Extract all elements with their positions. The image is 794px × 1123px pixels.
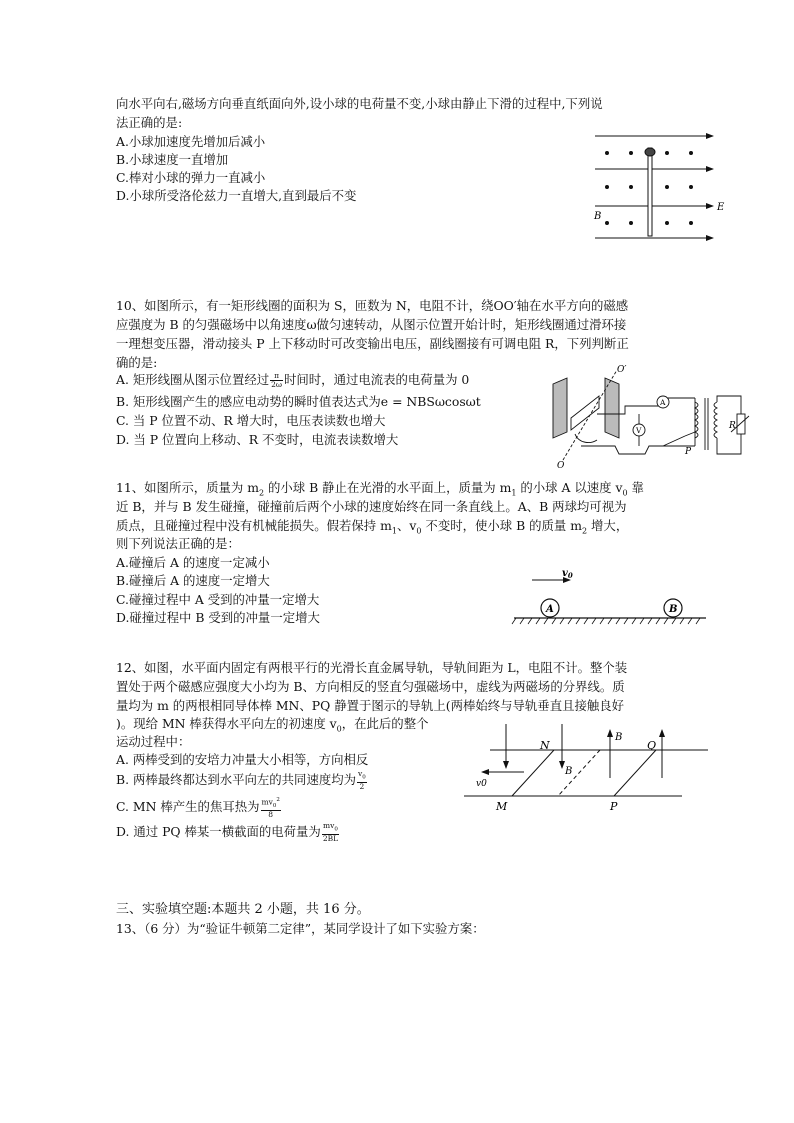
rectangular-coil [571,396,599,430]
label-o-prime: O′ [617,365,627,375]
q10-option-a-text-pre: A. 矩形线圈从图示位置经过 [116,372,270,387]
label-r: R [729,421,736,431]
q11-option-d: D.碰撞过程中 B 受到的冲量一定增大 [116,610,320,625]
q11-stem-line-2: 近 B，并与 B 发生碰撞，碰撞前后两个小球的速度始终在同一条直线上。A、B 两球均可视为 [116,499,627,514]
q11-figure [510,560,710,632]
q10-option-a-text-post: 时间时，通过电流表的电荷量为 0 [284,372,470,387]
q12-stem-line-4: )。现给 MN 棒获得水平向左的初速度 $v_0$，在此后的整个 [116,716,429,734]
label-m: M [496,800,508,813]
q12-option-d-fraction: $\frac{mv_0}{2BL}$ [322,821,339,843]
q10-option-c: C. 当 P 位置不动、R 增大时，电压表读数也增大 [116,413,386,428]
q12-stem-line-2: 置处于两个磁感应强度大小均为 B、方向相反的竖直匀强磁场中，虚线为两磁场的分界线。质 [116,679,625,694]
q9-option-d: D.小球所受洛伦兹力一直增大,直到最后不变 [116,188,357,203]
label-v0: v0 [476,779,487,789]
ring-ball [645,148,655,156]
q11-option-a: A.碰撞后 A 的速度一定减小 [116,555,270,570]
q9-stem-line-2: 法正确的是: [116,115,183,130]
q12-figure [462,722,712,816]
q10-stem-line-2: 应强度为 B 的匀强磁场中以角速度ω做匀速转动，从图示位置开始计时，矩形线圈通过滑环接 [116,317,627,332]
label-b-up: B [615,732,623,743]
q12-option-b: B. 两棒最终都达到水平向左的共同速度均为 $\frac{v_0}{2}$ [116,769,366,791]
q10-option-b: B. 矩形线圈产生的感应电动势的瞬时值表达式为e = NBSωcosωt [116,394,481,409]
section-3-title: 三、实验填空题:本题共 2 小题，共 16 分。 [116,902,370,917]
q9-figure [585,128,735,248]
q9-option-b: B.小球速度一直增加 [116,152,229,167]
label-p: P [685,447,692,457]
label-n: N [540,739,550,752]
fig-label-e: E [717,202,725,213]
q12-option-c: C. MN 棒产生的焦耳热为 $\frac{mv_0^2}{8}$ [116,797,280,819]
q9-option-a: A.小球加速度先增加后减小 [116,134,266,149]
fraction-denominator: 2ω [271,380,283,389]
q12-option-d: D. 通过 PQ 棒某一横截面的电荷量为 $\frac{mv_0}{2BL}$ [116,821,339,843]
q10-stem-line-3: 一理想变压器，滑动接头 P 上下移动时可改变输出电压，副线圈接有可调电阻 R，下列判断正 [116,336,629,351]
q10-stem-line-4: 确的是: [116,355,158,370]
label-a: A [546,604,554,615]
label-q: Q [647,739,657,752]
q13-stem: 13、（6 分）为“验证牛顿第二定律”，某同学设计了如下实验方案： [116,921,485,936]
label-o: O [557,461,565,470]
q11-stem-line-1: 11、如图所示，质量为 $m_2$ 的小球 B 静止在光滑的水平面上，质量为 $m_1$ 的小球 A 以速度 $v_0$ 靠 [116,480,644,498]
q11-option-b: B.碰撞后 A 的速度一定增大 [116,573,270,588]
q12-option-b-fraction: $\frac{v_0}{2}$ [358,769,366,791]
q10-option-a-fraction [270,372,283,389]
voltmeter-label: V [636,426,642,435]
fraction-numerator: π [270,372,283,381]
q10-figure [545,362,755,470]
label-v0: $v_0$ [562,568,573,580]
q12-option-c-fraction: $\frac{mv_0^2}{8}$ [261,797,280,819]
q12-stem-line-3: 量均为 m 的两根相同导体棒 MN、PQ 静置于图示的导轨上(两棒始终与导轨垂直且接触良好 [116,698,625,713]
q9-option-c: C.棒对小球的弹力一直减小 [116,170,266,185]
resistor-r [737,414,745,434]
q11-stem-line-3: 质点，且碰撞过程中没有机械能损失。假若保持 $m_1$、$v_0$ 不变时，使小球 B 的质量 $m_2$ 增大， [116,518,629,536]
q11-option-c: C.碰撞过程中 A 受到的冲量一定增大 [116,592,320,607]
label-p: P [610,800,618,813]
q10-option-a [116,372,469,389]
q12-stem-line-5: 运动过程中： [116,734,191,749]
q10-stem-line-1: 10、如图所示，有一矩形线圈的面积为 S，匝数为 N，电阻不计，绕OO′轴在水平方向的磁感 [116,298,629,313]
q9-stem-line-1: 向水平向右,磁场方向垂直纸面向外,设小球的电荷量不变,小球由静止下滑的过程中,下列说 [116,96,603,111]
vertical-rod [648,148,652,236]
label-b: B [669,604,678,615]
rod-mn [512,750,554,796]
fig-label-b: B [594,211,602,222]
q10-option-d: D. 当 P 位置向上移动、R 不变时，电流表读数增大 [116,432,399,447]
label-b-down: B [565,766,573,777]
q11-stem-line-4: 则下列说法正确的是： [116,536,240,551]
rod-pq [614,750,656,796]
ammeter-label: A [660,398,666,407]
q12-option-a: A. 两棒受到的安培力冲量大小相等，方向相反 [116,752,369,767]
ground-hatching [512,618,700,624]
q12-stem-line-1: 12、如图，水平面内固定有两根平行的光滑长直金属导轨，导轨间距为 L，电阻不计。整个装 [116,660,628,675]
magnet-pole-left [553,378,567,438]
